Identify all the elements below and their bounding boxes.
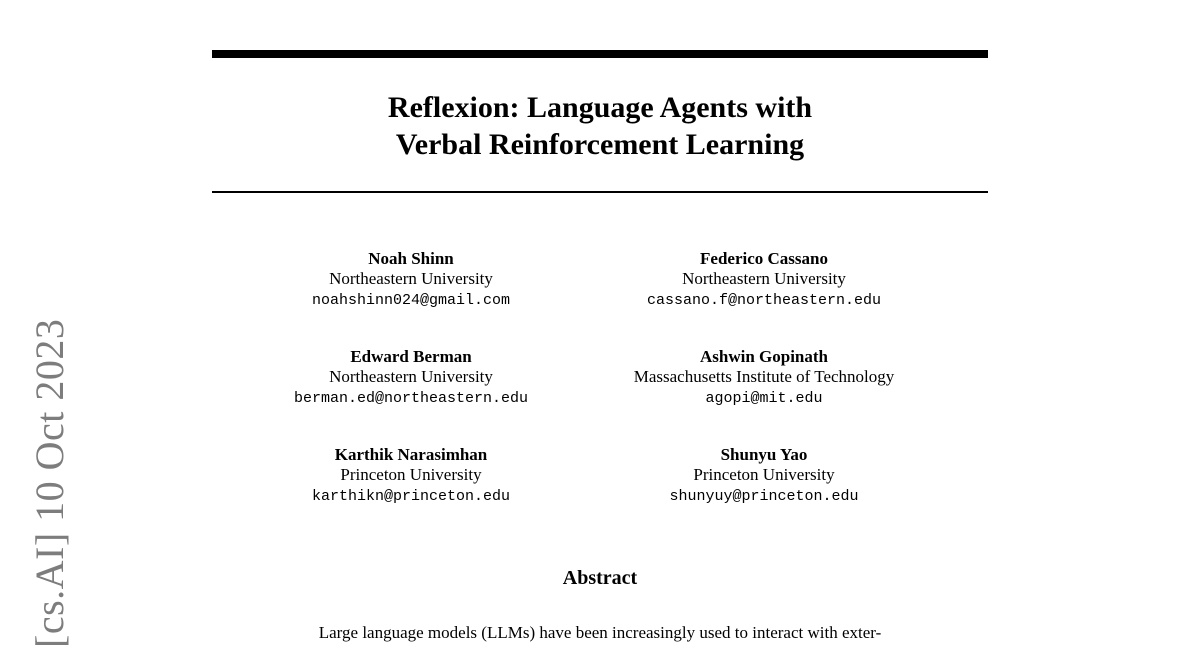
author-affiliation: Princeton University [340,465,482,484]
author-affiliation: Massachusetts Institute of Technology [633,367,895,386]
title-rule [212,191,988,193]
author-block [584,249,944,312]
author-affiliation: Northeastern University [329,269,493,288]
arxiv-side-stamp: [cs.AI] 10 Oct 2023 [27,318,72,648]
abstract-text: Large language models (LLMs) have been increasingly used to interact with exter- [318,623,882,642]
paper-title [212,89,988,163]
author-name: Federico Cassano [700,249,828,268]
title-line-1: Reflexion: Language Agents with [387,91,813,124]
author-affiliation: Northeastern University [329,367,493,386]
author-email: karthikn@princeton.edu [311,488,511,505]
author-name: Noah Shinn [368,249,454,268]
author-name: Karthik Narasimhan [334,445,488,464]
author-affiliation: Northeastern University [682,269,846,288]
author-email: berman.ed@northeastern.edu [293,390,529,407]
author-email: agopi@mit.edu [705,390,823,407]
title-line-2: Verbal Reinforcement Learning [395,128,805,161]
author-block [231,249,591,312]
author-email: noahshinn024@gmail.com [311,292,511,309]
author-name: Edward Berman [350,347,472,366]
author-affiliation: Princeton University [693,465,835,484]
author-block [231,445,591,508]
author-email: shunyuy@princeton.edu [669,488,859,505]
author-block [584,445,944,508]
author-name: Ashwin Gopinath [699,347,829,366]
author-email: cassano.f@northeastern.edu [646,292,882,309]
top-rule [212,50,988,58]
author-name: Shunyu Yao [720,445,808,464]
author-block [231,347,591,410]
author-block [584,347,944,410]
abstract-heading: Abstract [562,567,638,589]
